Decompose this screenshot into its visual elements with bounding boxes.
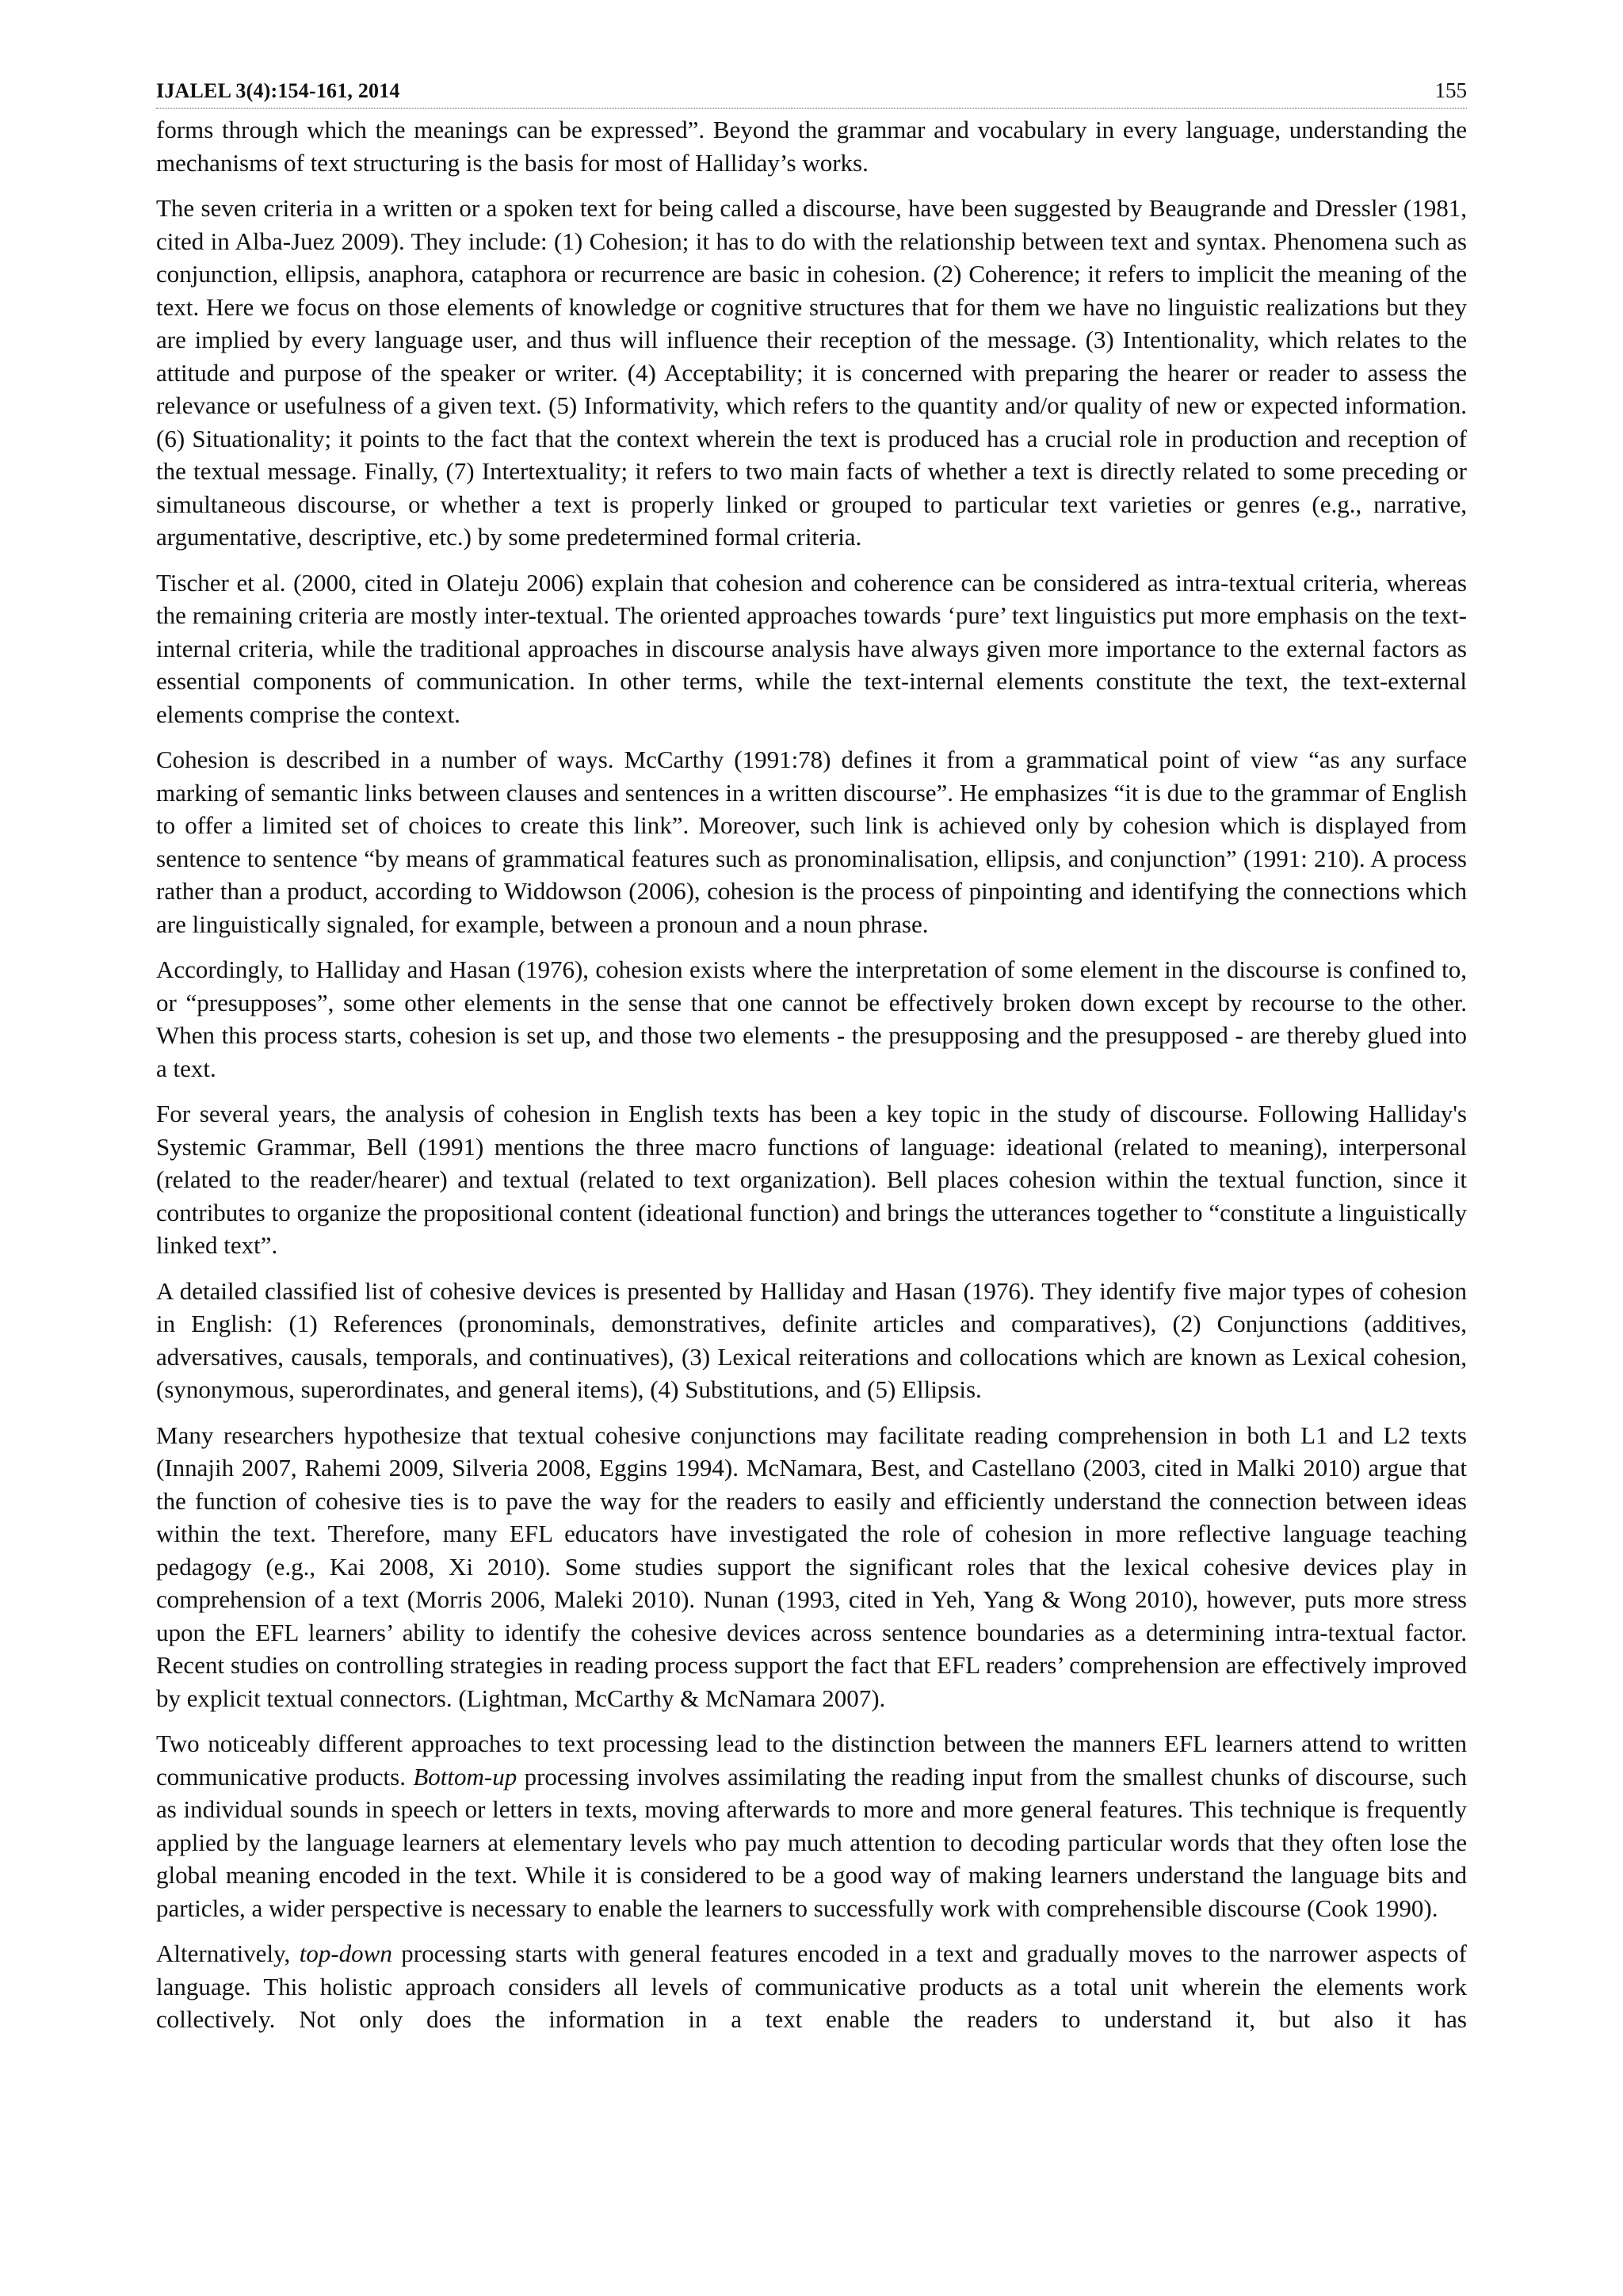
- emphasized-term-top-down: top-down: [299, 1939, 392, 1967]
- document-page: [156, 73, 1467, 2049]
- text-segment: Alternatively,: [156, 1939, 300, 1967]
- paragraph-bottom-up-processing: [156, 1727, 1467, 1924]
- paragraph-intra-textual-criteria: Tischer et al. (2000, cited in Olateju 2006) explain that cohesion and coherence can be considered as intra-textual criteria, whereas the remaining criteria are mostly inter-textual. The oriented approaches towards ‘pure’ text linguistics put more emphasis on the text-internal criteria, while the traditional approaches in discourse analysis have always given more importance to the external factors as essential components of communication. In other terms, while the text-internal elements constitute the text, the text-external elements comprise the context.: [156, 568, 1467, 728]
- paragraph-halliday-intro: forms through which the meanings can be expressed”. Beyond the grammar and vocabulary in every language, understanding the mechanisms of text structuring is the basis for most of Halliday’s works.: [156, 116, 1467, 177]
- page-number: 155: [1434, 78, 1467, 102]
- running-header: [156, 73, 1467, 109]
- paragraph-reading-comprehension-research: Many researchers hypothesize that textual cohesive conjunctions may facilitate reading comprehension in both L1 and L2 texts (Innajih 2007, Rahemi 2009, Silveria 2008, Eggins 1994). McNamara, Best, and Castellano (2003, cited in Malki 2010) argue that the function of cohesive ties is to pave the way for the readers to easily and efficiently understand the connection between ideas within the text. Therefore, many EFL educators have investigated the role of cohesion in more reflective language teaching pedagogy (e.g., Kai 2008, Xi 2010). Some studies support the significant roles that the lexical cohesive devices play in comprehension of a text (Morris 2006, Maleki 2010). Nunan (1993, cited in Yeh, Yang & Wong 2010), however, puts more stress upon the EFL learners’ ability to identify the cohesive devices across sentence boundaries as a determining intra-textual factor. Recent studies on controlling strategies in reading process support the fact that EFL readers’ comprehension are effectively improved by explicit textual connectors. (Lightman, McCarthy & McNamara 2007).: [156, 1421, 1467, 1712]
- text-segment: processing involves assimilating the reading input from the smallest chunks of discourse, such as individual sounds in speech or letters in texts, moving afterwards to more and more general features. This technique is frequently applied by the language learners at elementary levels who pay much attention to decoding particular words that they often lose the global meaning encoded in the text. While it is considered to be a good way of making learners understand the language bits and particles, a wider perspective is necessary to enable the learners to successfully work with comprehensible discourse (Cook 1990).: [156, 1762, 1467, 1922]
- text-segment: Two noticeably different approaches to text processing lead to the distinction between the manners EFL learners attend to written communicative products.: [156, 1730, 1467, 1791]
- paragraph-top-down-processing: [156, 1937, 1467, 2036]
- paragraph-cohesive-devices-list: A detailed classified list of cohesive devices is presented by Halliday and Hasan (1976). They identify five major types of cohesion in English: (1) References (pronominals, demonstratives, definite articles and comparatives), (2) Conjunctions (additives, adversatives, causals, temporals, and continuatives), (3) Lexical reiterations and collocations which are known as Lexical cohesion, (synonymous, superordinates, and general items), (4) Substitutions, and (5) Ellipsis.: [156, 1276, 1467, 1403]
- paragraph-cohesion-definitions: Cohesion is described in a number of ways. McCarthy (1991:78) defines it from a grammatical point of view “as any surface marking of semantic links between clauses and sentences in a written discourse”. He emphasizes “it is due to the grammar of English to offer a limited set of choices to create this link”. Moreover, such link is achieved only by cohesion which is displayed from sentence to sentence “by means of grammatical features such as pronominalisation, ellipsis, and conjunction” (1991: 210). A process rather than a product, according to Widdowson (2006), cohesion is the process of pinpointing and identifying the connections which are linguistically signaled, for example, between a pronoun and a noun phrase.: [156, 746, 1467, 938]
- text-segment: processing starts with general features encoded in a text and gradually moves to the narrower aspects of language. This holistic approach considers all levels of communicative products as a total unit wherein the elements work collectively. Not only does the information in a text enable the readers to understand it, but also it has: [156, 1939, 1468, 2033]
- paragraph-systemic-grammar: For several years, the analysis of cohesion in English texts has been a key topic in the study of discourse. Following Halliday's Systemic Grammar, Bell (1991) mentions the three macro functions of language: ideational (related to meaning), interpersonal (related to the reader/hearer) and textual (related to text organization). Bell places cohesion within the textual function, since it contributes to organize the propositional content (ideational function) and brings the utterances together to “constitute a linguistically linked text”.: [156, 1100, 1467, 1259]
- paragraph-halliday-hasan-cohesion: Accordingly, to Halliday and Hasan (1976), cohesion exists where the interpretation of some element in the discourse is confined to, or “presupposes”, some other elements in the sense that one cannot be effectively broken down except by recourse to the other. When this process starts, cohesion is set up, and those two elements - the presupposing and the presupposed - are thereby glued into a text.: [156, 955, 1467, 1082]
- paragraph-seven-criteria: The seven criteria in a written or a spoken text for being called a discourse, have been suggested by Beaugrande and Dressler (1981, cited in Alba-Juez 2009). They include: (1) Cohesion; it has to do with the relationship between text and syntax. Phenomena such as conjunction, ellipsis, anaphora, cataphora or recurrence are basic in cohesion. (2) Coherence; it refers to implicit the meaning of the text. Here we focus on those elements of knowledge or cognitive structures that for them we have no linguistic realizations but they are implied by every language user, and thus will influence their reception of the message. (3) Intentionality, which relates to the attitude and purpose of the speaker or writer. (4) Acceptability; it is concerned with preparing the hearer or reader to assess the relevance or usefulness of a given text. (5) Informativity, which refers to the quantity and/or quality of new or expected information. (6) Situationality; it points to the fact that the context wherein the text is produced has a crucial role in production and reception of the textual message. Finally, (7) Intertextuality; it refers to two main facts of whether a text is directly related to some preceding or simultaneous discourse, or whether a text is properly linked or grouped to particular text varieties or genres (e.g., narrative, argumentative, descriptive, etc.) by some predetermined formal criteria.: [156, 194, 1467, 551]
- journal-reference: IJALEL 3(4):154-161, 2014: [156, 79, 400, 102]
- emphasized-term-bottom-up: Bottom-up: [413, 1762, 517, 1791]
